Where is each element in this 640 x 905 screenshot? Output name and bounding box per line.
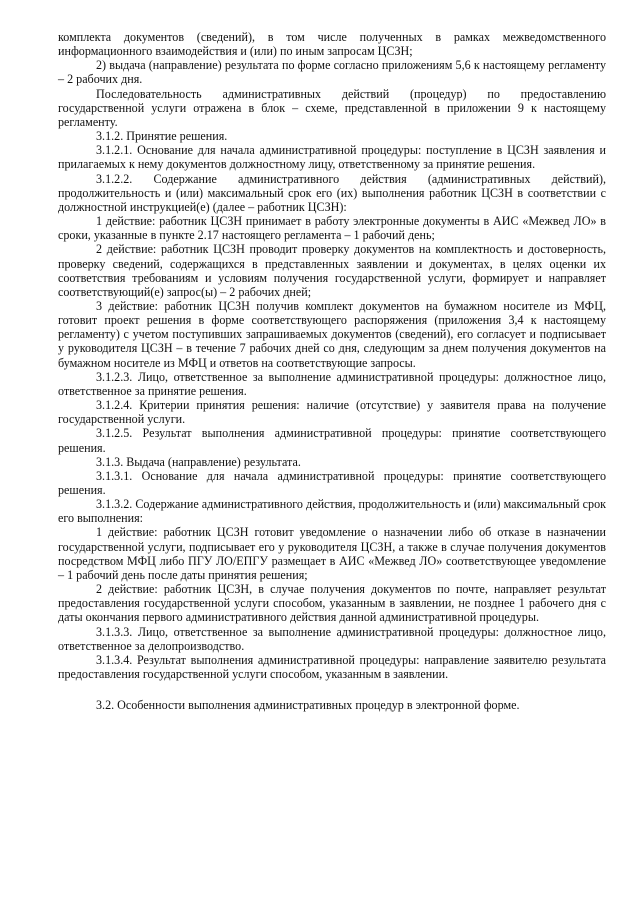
paragraph-continuation: комплекта документов (сведений), в том числе полученных в рамках межведомственного информационного взаимодействия и (или) по иным запросам ЦСЗН;	[58, 30, 606, 59]
paragraph-3-1-2-4: 3.1.2.4. Критерии принятия решения: наличие (отсутствие) у заявителя права на получение государственной услуги.	[58, 398, 606, 427]
heading-3-1-2: 3.1.2. Принятие решения.	[96, 129, 228, 144]
paragraph-3-1-3-2: 3.1.3.2. Содержание административного действия, продолжительность и (или) максимальный срок его выполнения:	[58, 497, 606, 526]
paragraph-3-1-2-1: 3.1.2.1. Основание для начала административной процедуры: поступление в ЦСЗН заявления и прилагаемых к нему документов должностному лицу, ответственному за принятие решения.	[58, 143, 606, 172]
paragraph-action-3: 3 действие: работник ЦСЗН получив комплект документов на бумажном носителе из МФЦ, готовит проект решения в форме соответствующего распоряжения (приложения 3,4 к настоящему регламенту) с учетом поступивших запрашиваемых документов (сведений), его согласует и подписывает у руководителя ЦСЗН – в течение 7 рабочих дней со дня, следующим за днем получения документов на бумажном носителе из МФЦ и ответов на соответствующие запросы.	[58, 298, 606, 370]
paragraph-flowchart-reference: Последовательность административных действий (процедур) по предоставлению государственной услуги отражена в блок – схеме, представленной в приложении 9 к настоящему регламенту.	[58, 86, 606, 129]
paragraph-result-delivery-term: 2) выдача (направление) результата по форме согласно приложениям 5,6 к настоящему регламенту – 2 рабочих дня.	[58, 58, 606, 87]
paragraph-delivery-action-1: 1 действие: работник ЦСЗН готовит уведомление о назначении либо об отказе в назначении государственной услуги, подписывает его у руководителя ЦСЗН, а также в случае получения документов посредством МФЦ либо ПГУ ЛО/ЕПГУ размещает в АИС «Межвед ЛО» соответствующее уведомление – 1 рабочий день после даты принятия решения;	[58, 525, 606, 582]
paragraph-3-1-2-3: 3.1.2.3. Лицо, ответственное за выполнение административной процедуры: должностное лицо, ответственное за принятие решения.	[58, 369, 606, 398]
heading-3-1-3: 3.1.3. Выдача (направление) результата.	[96, 454, 301, 469]
paragraph-3-1-3-4: 3.1.3.4. Результат выполнения административной процедуры: направление заявителю результата предоставления государственной услуги способом, указанным в заявлении.	[58, 652, 606, 682]
paragraph-delivery-action-2: 2 действие: работник ЦСЗН, в случае получения документов по почте, направляет результат предоставления государственной услуги способом, указанным в заявлении, не позднее 1 рабочего дня с даты окончания первого административного действия данной административной процедуры.	[58, 582, 606, 625]
paragraph-action-2: 2 действие: работник ЦСЗН проводит проверку документов на комплектность и достоверность, проверку сведений, содержащихся в представленных заявлении и документах, в целях оценки их соответствия требованиям и условиям получения государственной услуги, формирует и направляет соответствующий(е) запрос(ы) – 2 рабочих дней;	[58, 242, 606, 299]
paragraph-3-1-2-5: 3.1.2.5. Результат выполнения административной процедуры: принятие соответствующего решения.	[58, 426, 606, 455]
paragraph-3-1-2-2: 3.1.2.2. Содержание административного действия (административных действий), продолжительность и (или) максимальный срок его (их) выполнения работник ЦСЗН в соответствии с должностной инструкцией(е) (далее – работник ЦСЗН):	[58, 171, 606, 214]
paragraph-3-1-3-3: 3.1.3.3. Лицо, ответственное за выполнение административной процедуры: должностное лицо, ответственное за делопроизводство.	[58, 624, 606, 653]
document-page	[58, 30, 606, 712]
paragraph-action-1: 1 действие: работник ЦСЗН принимает в работу электронные документы в АИС «Межвед ЛО» в сроки, указанные в пункте 2.17 настоящего регламента – 1 рабочий день;	[58, 214, 606, 243]
heading-3-2: 3.2. Особенности выполнения административных процедур в электронной форме.	[96, 698, 520, 713]
paragraph-3-1-3-1: 3.1.3.1. Основание для начала административной процедуры: принятие соответствующего решения.	[58, 468, 606, 497]
